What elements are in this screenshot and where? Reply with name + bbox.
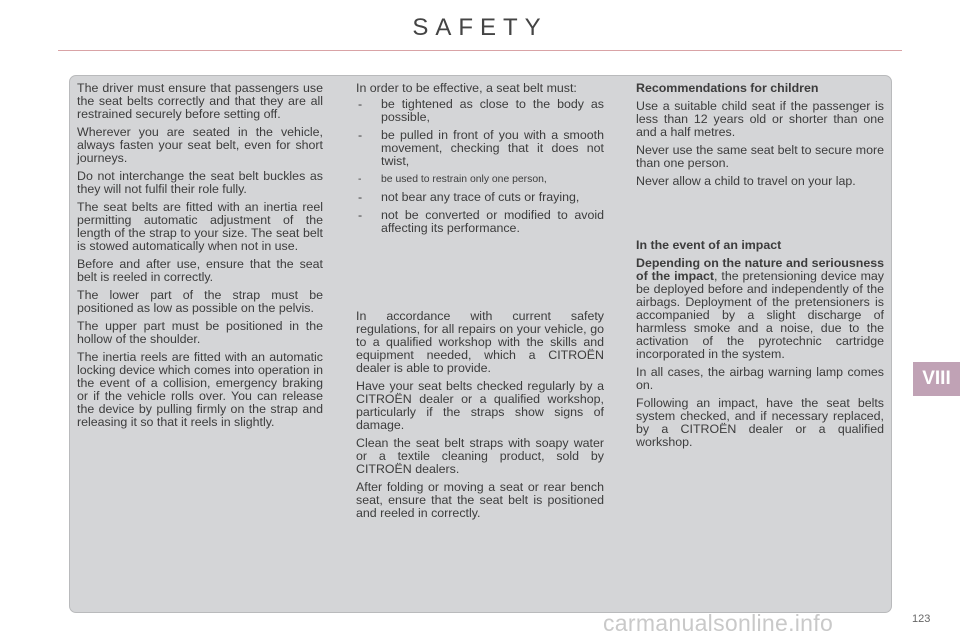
paragraph: Do not interchange the seat belt buckles as they will not fulfil their role fully. — [77, 169, 323, 196]
requirements-list — [356, 98, 604, 235]
paragraph-text: , the pretensioning device may be deployed before and independently of the airbags. Deployment of the pretensioners is accompanied by a slight discharge of harmless smoke and a noise, due to the activation of the pyrotechnic cartridge incorporated in the system. — [636, 269, 884, 361]
watermark: carmanualsonline.info — [603, 610, 834, 636]
dash-bullet: - — [358, 174, 362, 185]
column-children-impact — [636, 81, 884, 449]
section-heading: In the event of an impact — [636, 238, 782, 252]
paragraph: Use a suitable child seat if the passenger is less than 12 years old or shorter than one and a half metres. — [636, 99, 884, 139]
paragraph: Never allow a child to travel on your lap. — [636, 174, 856, 188]
list-intro: In order to be effective, a seat belt must: — [356, 81, 577, 95]
list-item — [356, 129, 604, 168]
list-item-text: be used to restrain only one person, — [381, 174, 547, 185]
list-item — [356, 191, 604, 204]
paragraph: The lower part of the strap must be positioned as low as possible on the pelvis. — [77, 288, 323, 315]
paragraph: Never use the same seat belt to secure more than one person. — [636, 143, 884, 170]
paragraph: Following an impact, have the seat belts system checked, and if necessary replaced, by a CITROËN dealer or a qualified workshop. — [636, 396, 884, 449]
column-effectiveness — [356, 81, 604, 520]
maintenance-block — [356, 310, 604, 525]
paragraph: The inertia reels are fitted with an automatic locking device which comes into operation in the event of a collision, emergency braking or if the vehicle rolls over. You can release the device by pulling firmly on the strap and releasing it so that it reels in slightly. — [77, 350, 323, 429]
impact-block — [636, 239, 884, 454]
paragraph: In all cases, the airbag warning lamp comes on. — [636, 365, 884, 392]
paragraph: The upper part must be positioned in the hollow of the shoulder. — [77, 319, 323, 346]
paragraph: After folding or moving a seat or rear bench seat, ensure that the seat belt is positioned and reeled in correctly. — [356, 480, 604, 520]
chapter-tab: VIII — [913, 362, 960, 396]
list-item-text: not be converted or modified to avoid affecting its performance. — [381, 208, 604, 235]
paragraph: Before and after use, ensure that the seat belt is reeled in correctly. — [77, 257, 323, 284]
paragraph: The seat belts are fitted with an inertia reel permitting automatic adjustment of the length of the strap to your size. The seat belt is stowed automatically when not in use. — [77, 200, 323, 253]
list-item — [356, 98, 604, 124]
paragraph: In accordance with current safety regulations, for all repairs on your vehicle, go to a qualified workshop with the skills and equipment needed, which a CITROËN dealer is able to provide. — [356, 309, 604, 375]
section-heading: Recommendations for children — [636, 81, 819, 95]
dash-bullet: - — [358, 128, 363, 142]
list-item-text: not bear any trace of cuts or fraying, — [381, 190, 580, 204]
emphasis-text: Depending on the nature and seriousness of the impact — [636, 256, 884, 283]
paragraph: Have your seat belts checked regularly by a CITROËN dealer or a qualified workshop, particularly if the straps show signs of damage. — [356, 379, 604, 432]
paragraph — [636, 257, 884, 361]
list-item-text: be pulled in front of you with a smooth movement, checking that it does not twist, — [381, 128, 604, 168]
paragraph: The driver must ensure that passengers use the seat belts correctly and that they are all restrained securely before setting off. — [77, 81, 323, 121]
paragraph: Clean the seat belt straps with soapy water or a textile cleaning product, sold by CITROËN dealers. — [356, 436, 604, 476]
page-title: SAFETY — [412, 14, 548, 41]
dash-bullet: - — [358, 208, 363, 222]
column-general-advice — [77, 82, 323, 434]
title-divider — [58, 50, 902, 51]
dash-bullet: - — [358, 190, 363, 204]
list-item — [356, 209, 604, 235]
page-number: 123 — [912, 613, 931, 625]
paragraph: Wherever you are seated in the vehicle, always fasten your seat belt, even for short journeys. — [77, 125, 323, 165]
list-item-text: be tightened as close to the body as possible, — [381, 97, 604, 124]
list-item — [356, 173, 604, 186]
dash-bullet: - — [358, 97, 363, 111]
